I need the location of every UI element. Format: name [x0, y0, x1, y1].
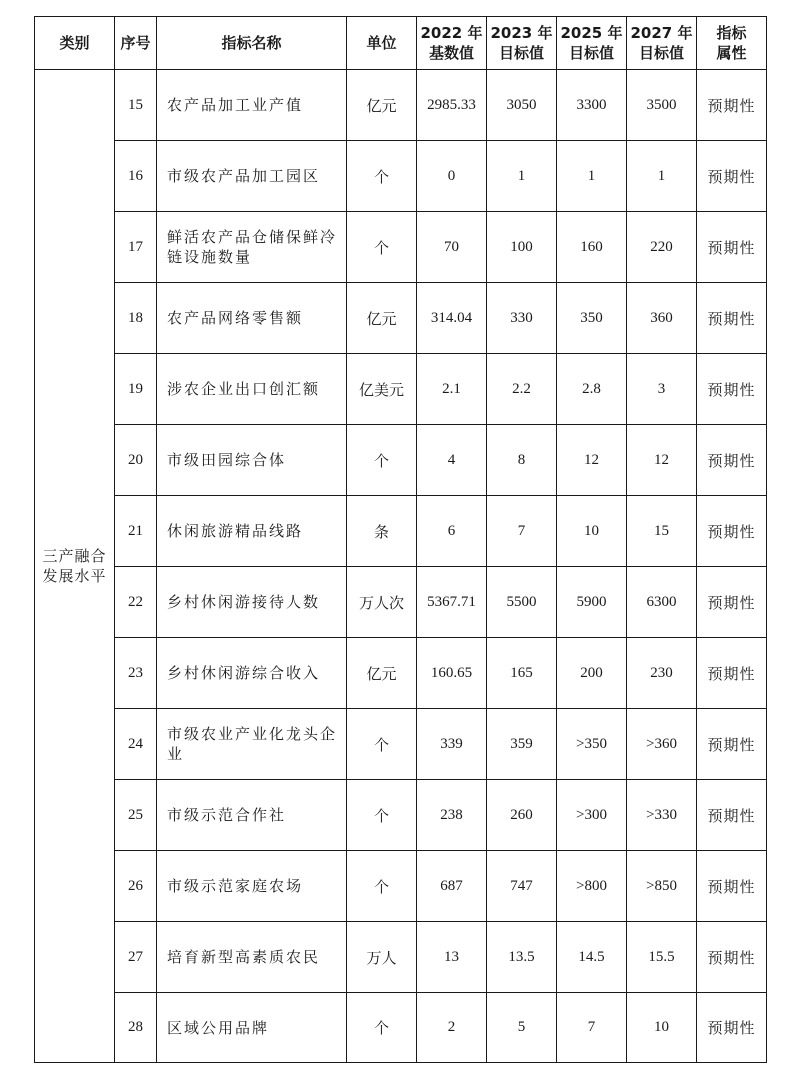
indicator-name-cell: 乡村休闲游综合收入 — [157, 638, 347, 709]
value-2022-cell: 2985.33 — [417, 70, 487, 141]
seq-cell: 19 — [115, 354, 157, 425]
value-2023-cell: 5500 — [487, 567, 557, 638]
indicator-name-cell: 市级示范家庭农场 — [157, 851, 347, 922]
value-2022-cell: 70 — [417, 212, 487, 283]
seq-cell: 25 — [115, 780, 157, 851]
value-2025-cell: 1 — [557, 141, 627, 212]
value-2027-cell: 12 — [627, 425, 697, 496]
value-2025-cell: 200 — [557, 638, 627, 709]
header-2025 — [557, 17, 627, 70]
header-seq: 序号 — [115, 17, 157, 70]
unit-cell: 亿元 — [347, 70, 417, 141]
indicator-name-cell: 休闲旅游精品线路 — [157, 496, 347, 567]
value-2027-cell: 15 — [627, 496, 697, 567]
indicator-name-cell: 市级农产品加工园区 — [157, 141, 347, 212]
value-2027-cell: >850 — [627, 851, 697, 922]
value-2022-cell: 160.65 — [417, 638, 487, 709]
value-2023-cell: 5 — [487, 993, 557, 1063]
value-2022-cell: 2.1 — [417, 354, 487, 425]
seq-cell: 24 — [115, 709, 157, 780]
unit-cell: 亿美元 — [347, 354, 417, 425]
value-2022-cell: 339 — [417, 709, 487, 780]
unit-cell: 万人 — [347, 922, 417, 993]
header-2025-line1: 2025 年 — [560, 24, 623, 42]
value-2022-cell: 0 — [417, 141, 487, 212]
value-2023-cell: 165 — [487, 638, 557, 709]
table-row — [35, 638, 767, 709]
indicator-name-cell: 涉农企业出口创汇额 — [157, 354, 347, 425]
value-2022-cell: 4 — [417, 425, 487, 496]
unit-cell: 万人次 — [347, 567, 417, 638]
seq-cell: 17 — [115, 212, 157, 283]
indicator-name-cell: 市级田园综合体 — [157, 425, 347, 496]
attribute-cell: 预期性 — [697, 496, 767, 567]
value-2027-cell: >360 — [627, 709, 697, 780]
unit-cell: 亿元 — [347, 283, 417, 354]
unit-cell: 条 — [347, 496, 417, 567]
header-attr-line1: 指标 — [716, 24, 747, 42]
value-2022-cell: 6 — [417, 496, 487, 567]
value-2025-cell: 160 — [557, 212, 627, 283]
header-attr — [697, 17, 767, 70]
table-row — [35, 212, 767, 283]
header-2027 — [627, 17, 697, 70]
header-unit: 单位 — [347, 17, 417, 70]
value-2023-cell: 359 — [487, 709, 557, 780]
indicator-name-cell: 市级示范合作社 — [157, 780, 347, 851]
unit-cell: 个 — [347, 851, 417, 922]
table-row — [35, 70, 767, 141]
unit-cell: 个 — [347, 993, 417, 1063]
value-2025-cell: 12 — [557, 425, 627, 496]
value-2027-cell: 1 — [627, 141, 697, 212]
table-row — [35, 425, 767, 496]
attribute-cell: 预期性 — [697, 283, 767, 354]
unit-cell: 个 — [347, 425, 417, 496]
seq-cell: 27 — [115, 922, 157, 993]
attribute-cell: 预期性 — [697, 425, 767, 496]
header-category: 类别 — [35, 17, 115, 70]
indicator-name-cell: 农产品加工业产值 — [157, 70, 347, 141]
value-2025-cell: 14.5 — [557, 922, 627, 993]
value-2027-cell: >330 — [627, 780, 697, 851]
value-2025-cell: >800 — [557, 851, 627, 922]
indicator-name-cell: 市级农业产业化龙头企业 — [157, 709, 347, 780]
indicator-name-cell: 鲜活农产品仓储保鲜冷链设施数量 — [157, 212, 347, 283]
header-2023-line2: 目标值 — [498, 44, 544, 62]
attribute-cell: 预期性 — [697, 851, 767, 922]
table-row — [35, 922, 767, 993]
value-2025-cell: 3300 — [557, 70, 627, 141]
attribute-cell: 预期性 — [697, 993, 767, 1063]
value-2023-cell: 1 — [487, 141, 557, 212]
value-2027-cell: 360 — [627, 283, 697, 354]
seq-cell: 22 — [115, 567, 157, 638]
unit-cell: 个 — [347, 141, 417, 212]
category-line1: 三产融合 — [42, 547, 107, 565]
header-attr-line2: 属性 — [716, 44, 747, 62]
header-2022-line1: 2022 年 — [420, 24, 483, 42]
value-2027-cell: 10 — [627, 993, 697, 1063]
seq-cell: 20 — [115, 425, 157, 496]
value-2022-cell: 2 — [417, 993, 487, 1063]
value-2022-cell: 314.04 — [417, 283, 487, 354]
header-2022-line2: 基数值 — [428, 44, 474, 62]
value-2025-cell: 10 — [557, 496, 627, 567]
unit-cell: 个 — [347, 709, 417, 780]
attribute-cell: 预期性 — [697, 567, 767, 638]
indicator-name-cell: 乡村休闲游接待人数 — [157, 567, 347, 638]
attribute-cell: 预期性 — [697, 141, 767, 212]
table-row — [35, 141, 767, 212]
value-2022-cell: 238 — [417, 780, 487, 851]
attribute-cell: 预期性 — [697, 638, 767, 709]
attribute-cell: 预期性 — [697, 70, 767, 141]
value-2023-cell: 3050 — [487, 70, 557, 141]
indicator-name-cell: 培育新型高素质农民 — [157, 922, 347, 993]
attribute-cell: 预期性 — [697, 354, 767, 425]
attribute-cell: 预期性 — [697, 212, 767, 283]
table-row — [35, 993, 767, 1063]
value-2022-cell: 5367.71 — [417, 567, 487, 638]
attribute-cell: 预期性 — [697, 922, 767, 993]
attribute-cell: 预期性 — [697, 780, 767, 851]
value-2023-cell: 7 — [487, 496, 557, 567]
value-2023-cell: 260 — [487, 780, 557, 851]
value-2025-cell: >300 — [557, 780, 627, 851]
attribute-cell: 预期性 — [697, 709, 767, 780]
category-cell — [35, 70, 115, 1063]
header-name: 指标名称 — [157, 17, 347, 70]
header-2022 — [417, 17, 487, 70]
unit-cell: 个 — [347, 212, 417, 283]
value-2022-cell: 687 — [417, 851, 487, 922]
value-2023-cell: 330 — [487, 283, 557, 354]
unit-cell: 亿元 — [347, 638, 417, 709]
table-row — [35, 780, 767, 851]
indicator-name-cell: 农产品网络零售额 — [157, 283, 347, 354]
seq-cell: 23 — [115, 638, 157, 709]
value-2023-cell: 13.5 — [487, 922, 557, 993]
value-2025-cell: >350 — [557, 709, 627, 780]
value-2025-cell: 7 — [557, 993, 627, 1063]
seq-cell: 16 — [115, 141, 157, 212]
table-row — [35, 567, 767, 638]
seq-cell: 15 — [115, 70, 157, 141]
indicator-name-cell: 区域公用品牌 — [157, 993, 347, 1063]
value-2025-cell: 350 — [557, 283, 627, 354]
table-row — [35, 709, 767, 780]
value-2023-cell: 100 — [487, 212, 557, 283]
category-line2: 发展水平 — [42, 567, 107, 585]
value-2022-cell: 13 — [417, 922, 487, 993]
seq-cell: 28 — [115, 993, 157, 1063]
seq-cell: 18 — [115, 283, 157, 354]
value-2023-cell: 8 — [487, 425, 557, 496]
table-row — [35, 283, 767, 354]
seq-cell: 21 — [115, 496, 157, 567]
table-row — [35, 496, 767, 567]
seq-cell: 26 — [115, 851, 157, 922]
unit-cell: 个 — [347, 780, 417, 851]
table-body — [35, 70, 767, 1063]
header-2027-line2: 目标值 — [638, 44, 684, 62]
header-2023 — [487, 17, 557, 70]
value-2023-cell: 2.2 — [487, 354, 557, 425]
value-2027-cell: 230 — [627, 638, 697, 709]
table-row — [35, 354, 767, 425]
table-row — [35, 851, 767, 922]
value-2027-cell: 6300 — [627, 567, 697, 638]
value-2027-cell: 3500 — [627, 70, 697, 141]
value-2025-cell: 5900 — [557, 567, 627, 638]
value-2027-cell: 220 — [627, 212, 697, 283]
value-2027-cell: 15.5 — [627, 922, 697, 993]
indicator-table — [34, 16, 767, 1063]
value-2027-cell: 3 — [627, 354, 697, 425]
header-row — [35, 17, 767, 70]
header-2027-line1: 2027 年 — [630, 24, 693, 42]
value-2025-cell: 2.8 — [557, 354, 627, 425]
header-2023-line1: 2023 年 — [490, 24, 553, 42]
header-2025-line2: 目标值 — [568, 44, 614, 62]
value-2023-cell: 747 — [487, 851, 557, 922]
